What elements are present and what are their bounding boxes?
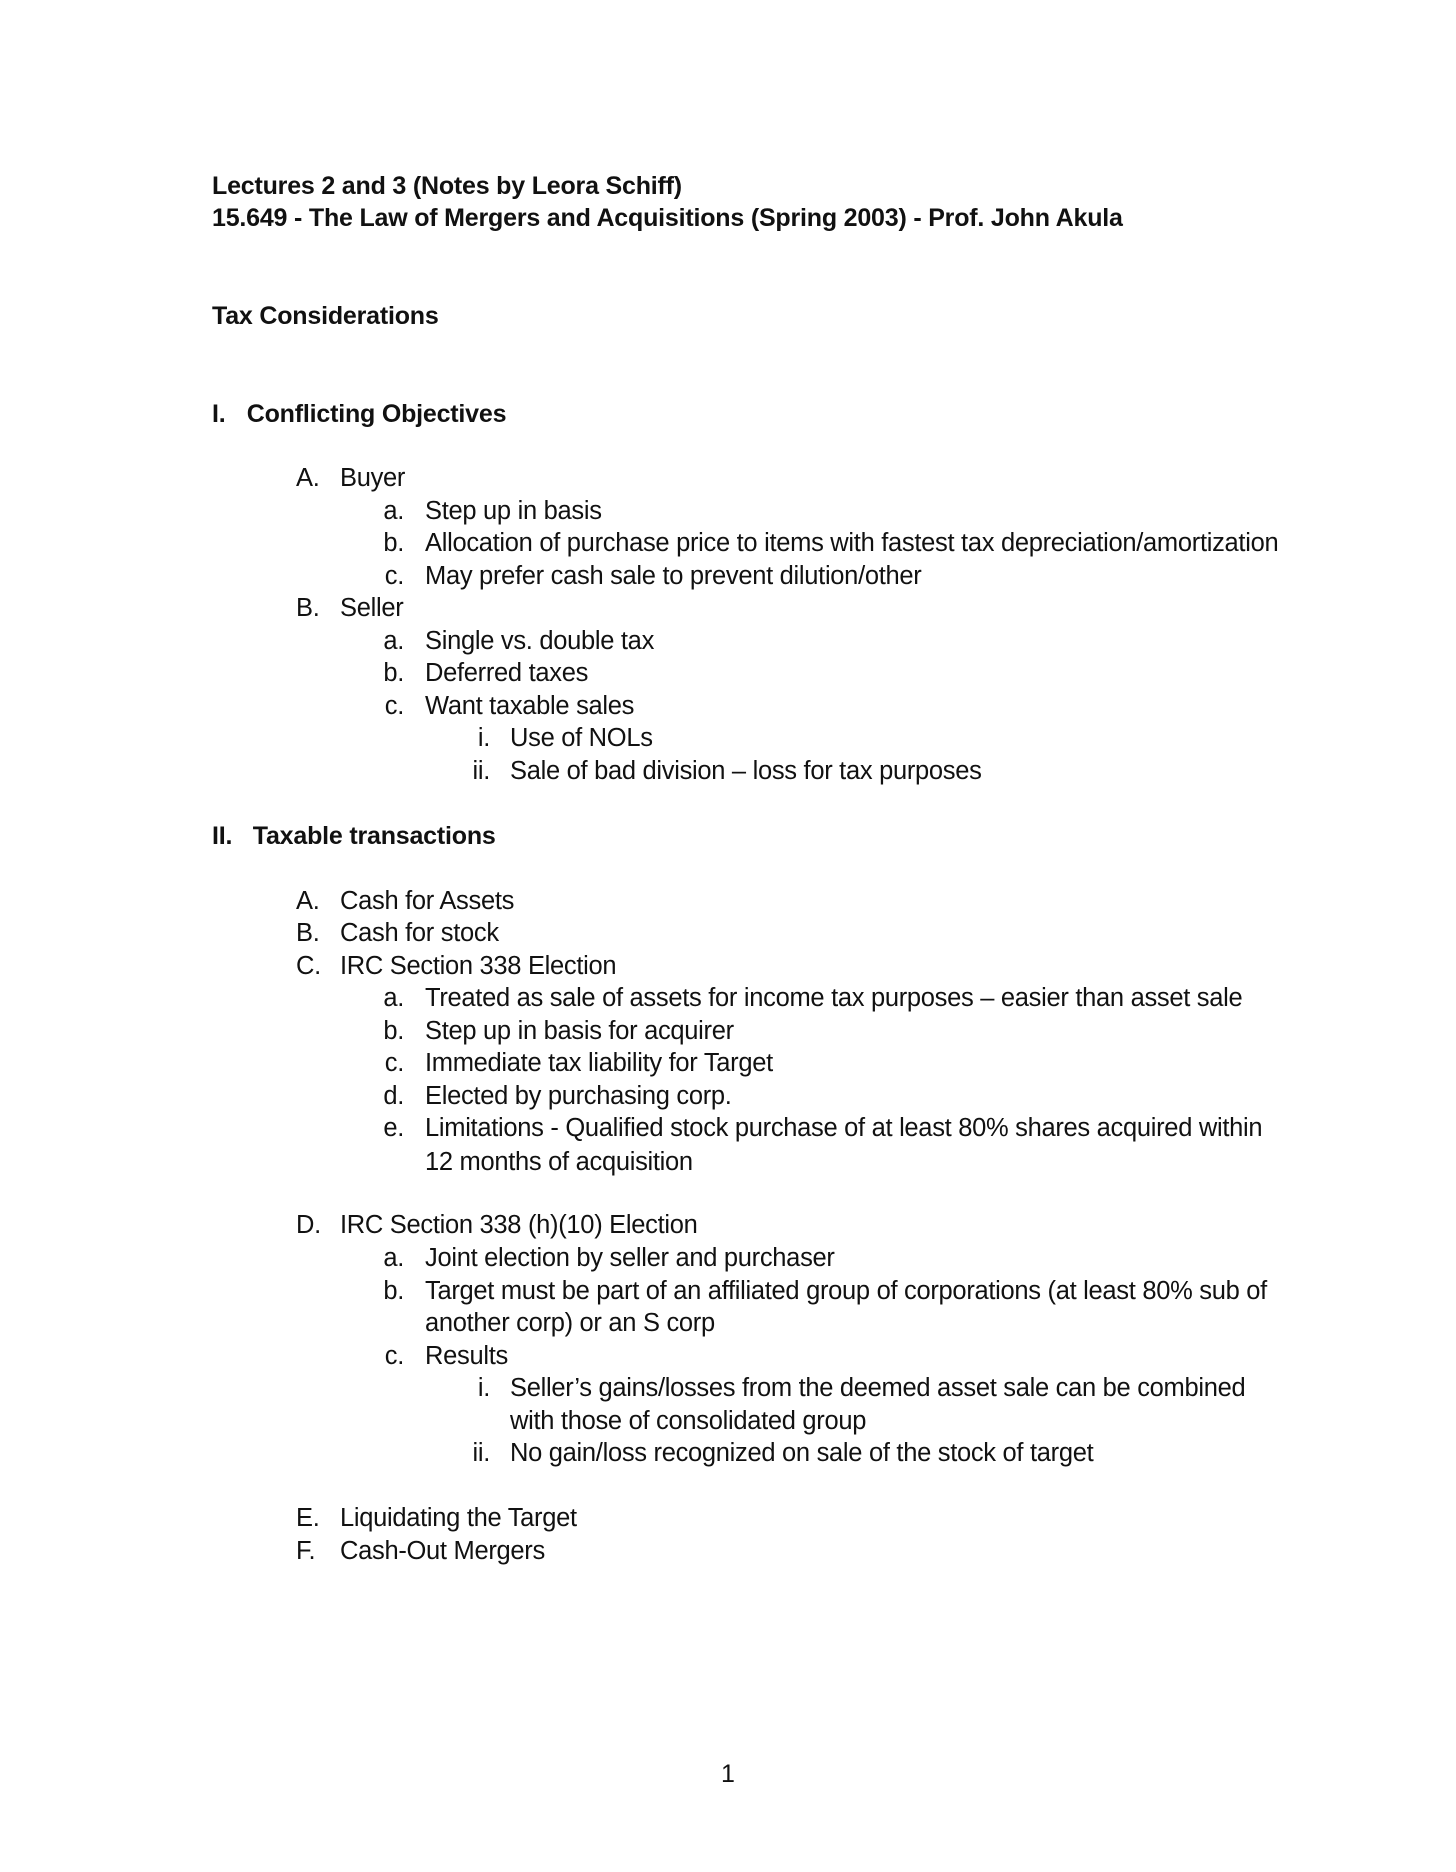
list-marker: F.: [296, 1537, 316, 1565]
list-marker: i.: [477, 1374, 490, 1402]
section-number: II.: [212, 822, 233, 850]
list-text: Treated as sale of assets for income tax purposes – easier than asset sale: [425, 984, 1243, 1012]
list-text: Cash for stock: [340, 919, 499, 947]
list-text: Step up in basis: [425, 497, 602, 525]
list-marker: ii.: [472, 1439, 490, 1467]
list-text: Want taxable sales: [425, 692, 635, 720]
list-marker: B.: [296, 594, 320, 622]
list-text: Liquidating the Target: [340, 1504, 577, 1532]
list-text: No gain/loss recognized on sale of the stock of target: [510, 1439, 1094, 1467]
list-marker: c.: [384, 692, 404, 720]
list-marker: C.: [296, 952, 321, 980]
list-text: another corp) or an S corp: [425, 1309, 715, 1337]
list-marker: b.: [383, 659, 404, 687]
list-text: Immediate tax liability for Target: [425, 1049, 773, 1077]
list-marker: e.: [383, 1114, 404, 1142]
list-text: Single vs. double tax: [425, 627, 655, 655]
list-text: Step up in basis for acquirer: [425, 1017, 734, 1045]
list-marker: B.: [296, 919, 320, 947]
list-marker: A.: [296, 464, 320, 492]
list-text: IRC Section 338 (h)(10) Election: [340, 1211, 698, 1239]
list-marker: E.: [296, 1504, 320, 1532]
list-text: Seller’s gains/losses from the deemed asset sale can be combined: [510, 1374, 1246, 1402]
list-text: Buyer: [340, 464, 406, 492]
list-text: 12 months of acquisition: [425, 1148, 693, 1176]
section-number: I.: [212, 400, 226, 428]
list-marker: A.: [296, 887, 320, 915]
section-title: Conflicting Objectives: [246, 400, 507, 428]
list-marker: d.: [383, 1082, 404, 1110]
list-text: Cash-Out Mergers: [340, 1537, 545, 1565]
list-text: Sale of bad division – loss for tax purposes: [510, 757, 982, 785]
list-text: Elected by purchasing corp.: [425, 1082, 732, 1110]
list-marker: b.: [383, 529, 404, 557]
list-marker: i.: [477, 724, 490, 752]
document-title: Tax Considerations: [212, 302, 439, 330]
list-text: Use of NOLs: [510, 724, 653, 752]
header-line-1: Lectures 2 and 3 (Notes by Leora Schiff): [212, 172, 682, 200]
list-text: IRC Section 338 Election: [340, 952, 617, 980]
list-text: Seller: [340, 594, 404, 622]
list-text: Results: [425, 1342, 508, 1370]
section-heading: [212, 400, 506, 429]
list-text: May prefer cash sale to prevent dilution/other: [425, 562, 922, 590]
section-heading: [212, 822, 496, 851]
list-marker: D.: [296, 1211, 321, 1239]
list-text: Cash for Assets: [340, 887, 515, 915]
list-marker: c.: [384, 1049, 404, 1077]
list-text: Limitations - Qualified stock purchase of at least 80% shares acquired within: [425, 1114, 1263, 1142]
list-text: Allocation of purchase price to items with fastest tax depreciation/amortization: [425, 529, 1279, 557]
list-marker: b.: [383, 1277, 404, 1305]
list-marker: a.: [383, 1244, 404, 1272]
list-text: with those of consolidated group: [510, 1407, 867, 1435]
page-number: 1: [721, 1760, 735, 1788]
list-text: Deferred taxes: [425, 659, 589, 687]
header-line-2: 15.649 - The Law of Mergers and Acquisitions (Spring 2003) - Prof. John Akula: [212, 204, 1123, 232]
list-marker: a.: [383, 497, 404, 525]
list-text: Target must be part of an affiliated group of corporations (at least 80% sub of: [425, 1277, 1267, 1305]
section-title: Taxable transactions: [252, 822, 496, 850]
list-text: Joint election by seller and purchaser: [425, 1244, 835, 1272]
list-marker: c.: [384, 1342, 404, 1370]
list-marker: a.: [383, 627, 404, 655]
list-marker: a.: [383, 984, 404, 1012]
list-marker: ii.: [472, 757, 490, 785]
list-marker: b.: [383, 1017, 404, 1045]
list-marker: c.: [384, 562, 404, 590]
